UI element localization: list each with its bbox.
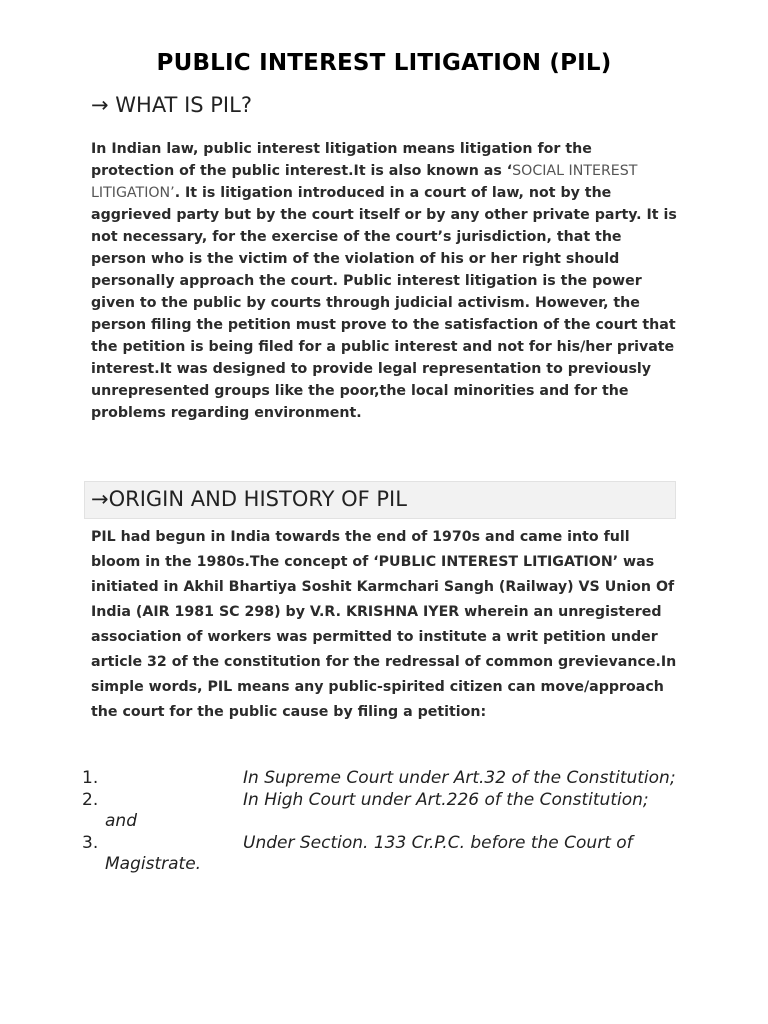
section-heading-what-is-pil: → WHAT IS PIL? bbox=[91, 93, 252, 117]
list-item bbox=[82, 768, 682, 790]
section-heading-origin-history: →ORIGIN AND HISTORY OF PIL bbox=[91, 487, 407, 511]
paragraph-text: . It is litigation introduced in a court of law, not by the aggrieved party but by the court itself or by any other private party. It is not necessary, for the exercise of the court’s jurisdiction, that the person who is the victim of the violation of his or her right should personally approach the court. Public interest litigation is the power given to the public by courts through judicial activism. However, the person filing the petition must prove to the satisfaction of the court that the petition is being filed for a public interest and not for his/her private interest.It was designed to provide legal representation to previously unrepresented groups like the poor,the local minorities and for the problems regarding environment. bbox=[91, 185, 677, 421]
origin-heading-bar bbox=[84, 481, 676, 519]
list-item-number: 2. bbox=[82, 789, 99, 810]
origin-history-paragraph: PIL had begun in India towards the end of 1970s and came into full bloom in the 1980s.The concept of ‘PUBLIC INTEREST LITIGATION’ was initiated in Akhil Bhartiya Soshit Karmchari Sangh (Railway) VS Union Of India (AIR 1981 SC 298) by V.R. KRISHNA IYER wherein an unregistered association of workers was permitted to institute a writ petition under article 32 of the constitution for the redressal of common grevievance.In simple words, PIL means any public-spirited citizen can move/approach the court for the public cause by filing a petition: bbox=[91, 529, 677, 720]
list-item-number: 3. bbox=[82, 832, 99, 853]
paragraph-text: In Indian law, public interest litigation means litigation for the protection of the public interest.It is also known as ‘ bbox=[91, 141, 592, 179]
list-item-text: In High Court under Art.226 of the Constitution; and bbox=[105, 789, 649, 831]
page-title: PUBLIC INTEREST LITIGATION (PIL) bbox=[156, 50, 612, 76]
social-interest-litigation-term: SOCIAL INTEREST LITIGATION’ bbox=[91, 163, 638, 201]
list-item-number: 1. bbox=[82, 768, 99, 788]
list-item-text: Under Section. 133 Cr.P.C. before the Court of Magistrate. bbox=[105, 832, 633, 874]
list-item bbox=[82, 833, 682, 876]
list-item bbox=[82, 790, 682, 833]
list-item-text: In Supreme Court under Art.32 of the Constitution; bbox=[243, 768, 676, 788]
numbered-list bbox=[82, 768, 682, 876]
what-is-pil-paragraph bbox=[91, 138, 679, 424]
